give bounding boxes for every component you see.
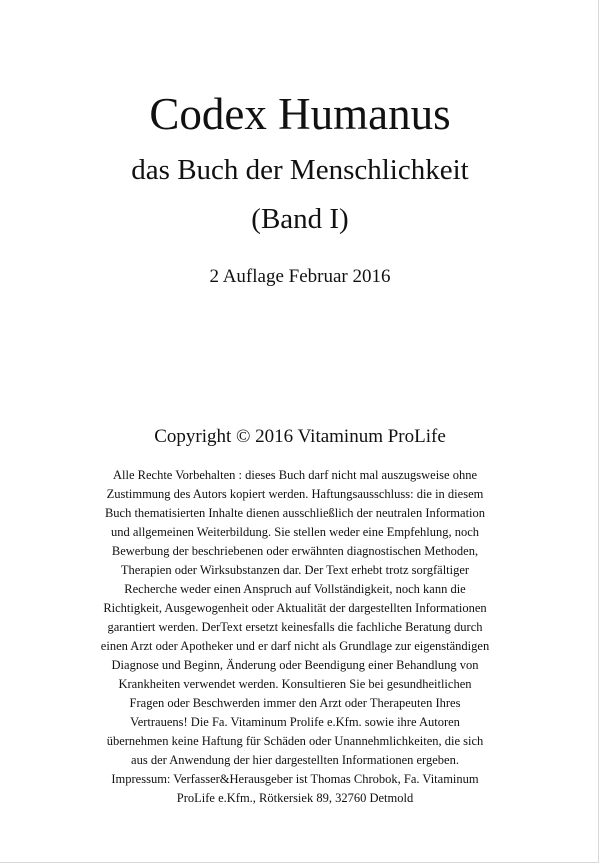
copyright-line: Copyright © 2016 Vitaminum ProLife [154, 426, 446, 447]
book-title: Codex Humanus [149, 89, 451, 139]
legal-disclaimer: Alle Rechte Vorbehalten : dieses Buch darf nicht mal auszugsweise ohne Zustimmung des Autors kopiert werden. Haftungsausschluss: die in diesem Buch thematisierten Inhalte dienen ausschließlich der neutralen Information und allgemeinen Weiterbildung. Sie stellen weder eine Empfehlung, noch Bewerbung der beschriebenen oder erwähnten diagnostischen Methoden, Therapien oder Wirksubstanzen dar. Der Text erhebt trotz sorgfältiger Recherche weder einen Anspruch auf Vollständigkeit, noch kann die Richtigkeit, Ausgewogenheit oder Aktualität der dargestellten Informationen garantiert werden. DerText ersetzt keinesfalls die fachliche Beratung durch einen Arzt oder Apotheker und er darf nicht als Grundlage zur eigenständigen Diagnose und Beginn, Änderung oder Beendigung einer Behandlung von Krankheiten verwendet werden. Konsultieren Sie bei gesundheitlichen Fragen oder Beschwerden immer den Arzt oder Therapeuten Ihres Vertrauens! Die Fa. Vitaminum Prolife e.Kfm. sowie ihre Autoren übernehmen keine Haftung für Schäden oder Unannehmlichkeiten, die sich aus der Anwendung der hier dargestellten Informationen ergeben. Impressum: Verfasser&Herausgeber ist Thomas Chrobok, Fa. Vitaminum ProLife e.Kfm., Rötkersiek 89, 32760 Detmold [100, 468, 490, 805]
volume-label: (Band I) [251, 203, 349, 235]
edition-line: 2 Auflage Februar 2016 [209, 266, 391, 287]
book-subtitle: das Buch der Menschlichkeit [131, 154, 469, 186]
